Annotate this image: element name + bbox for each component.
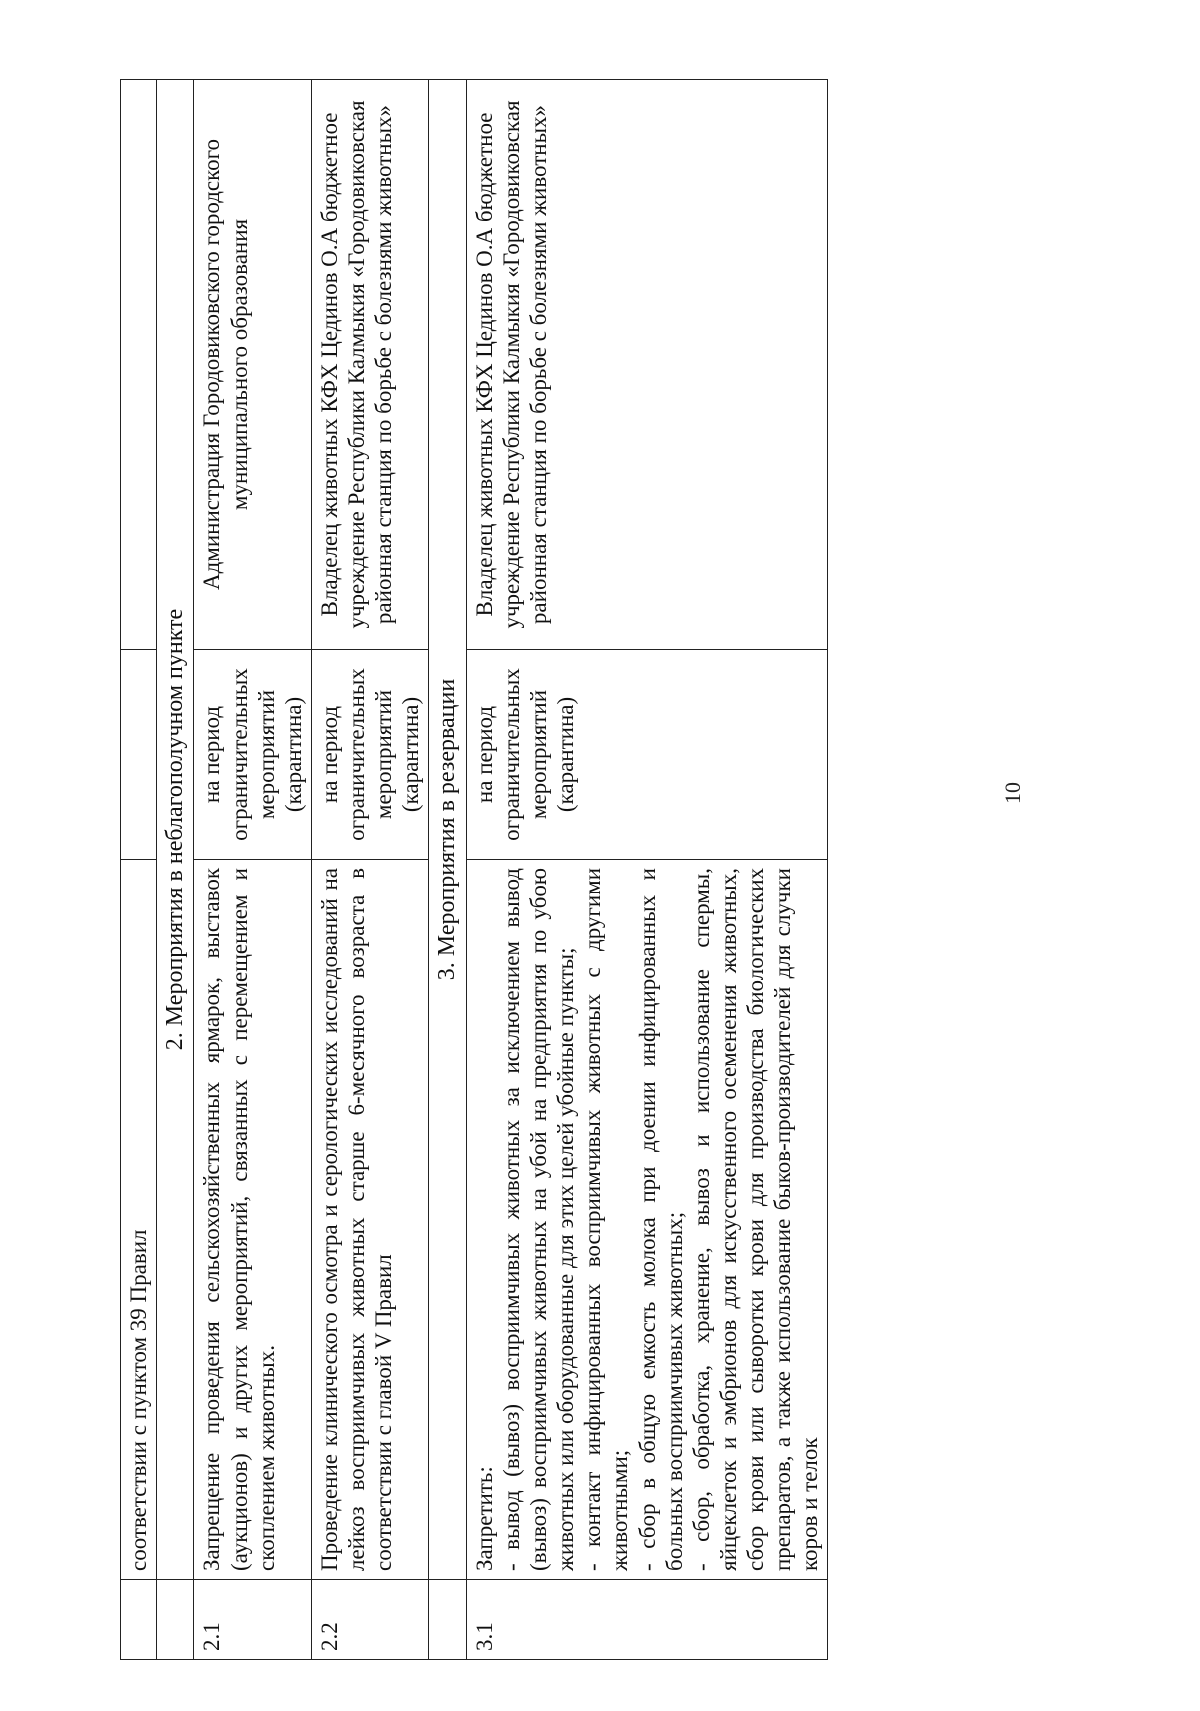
table-row-header-continuation [121,80,157,1660]
section-row-3 [429,80,466,1660]
section-title: 2. Мероприятия в неблагополучном пункте [157,80,194,1580]
section-title: 3. Мероприятия в резервации [429,80,466,1580]
cell-continuation-text: соответствии с пунктом 39 Правил [121,860,157,1580]
action-line: - вывод (вывоз) восприимчивых животных за исключением вывод (вывоз) восприимчивых животных на убой на предприятия по убою животных или оборудованные для этих целей убойные пункты; [498,868,579,1571]
page-number: 10 [1000,782,1025,804]
action-line: Запретить: [471,1466,497,1571]
row-number: 3.1 [466,1580,828,1660]
rotated-page [120,80,1180,1660]
row-term: на период ограничительных мероприятий (карантина) [466,650,828,860]
action-line: - сбор в общую емкость молока при доении инфицированных и больных восприимчивых животных; [634,868,687,1571]
row-action: Проведение клинического осмотра и серологических исследований на лейкоз восприимчивых животных старше 6-месячного возраста в соответствии с главой V Правил [311,860,429,1580]
row-action: Запрещение проведения сельскохозяйственных ярмарок, выставок (аукционов) и других мероприятий, связанных с перемещением и скоплением животных. [194,860,312,1580]
cell-empty [121,1580,157,1660]
row-responsible: Владелец животных КФХ Цединов О.А бюджетное учреждение Республики Калмыкия «Городовиковская районная станция по борьбе с болезнями животных» [311,80,429,650]
table-row [311,80,429,1660]
cell-empty [121,650,157,860]
action-line: - сбор, обработка, хранение, вывоз и использование спермы, яйцеклеток и эмбрионов для искусственного осеменения животных, сбор крови или сыворотки крови для производства биологических препаратов, а также использование быков-производителей для случки коров и телок [688,868,823,1571]
row-action [466,860,828,1580]
row-term: на период ограничительных мероприятий (карантина) [311,650,429,860]
row-responsible: Администрация Городовиковского городского муниципального образования [194,80,312,650]
row-term: на период ограничительных мероприятий (карантина) [194,650,312,860]
cell-empty [121,80,157,650]
table-row [466,80,828,1660]
row-number: 2.2 [311,1580,429,1660]
action-line: - контакт инфицированных восприимчивых животных с другими животными; [580,868,633,1571]
table-row [194,80,312,1660]
row-number: 2.1 [194,1580,312,1660]
row-responsible: Владелец животных КФХ Цединов О.А бюджетное учреждение Республики Калмыкия «Городовиковская районная станция по борьбе с болезнями животных» [466,80,828,650]
section-row-2 [157,80,194,1660]
cell-empty [157,1580,194,1660]
measures-table [120,79,828,1660]
cell-empty [429,1580,466,1660]
